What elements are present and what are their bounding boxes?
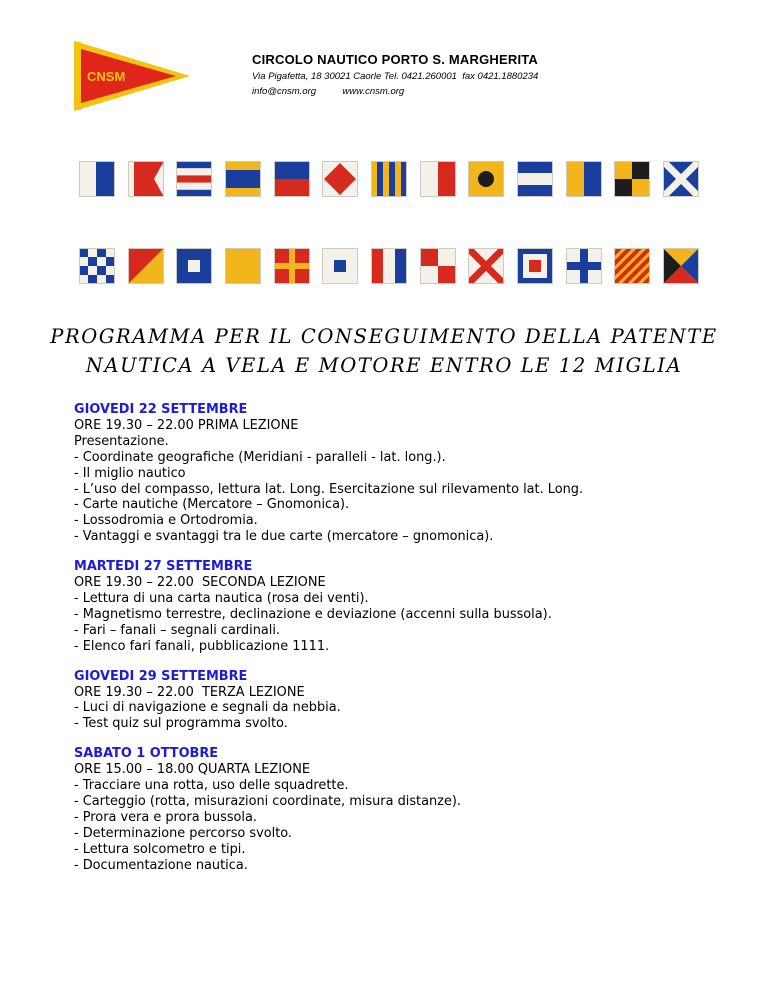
signal-flag-n-icon [79,248,115,284]
lesson-item: - Determinazione percorso svolto. [74,825,293,841]
lesson-item: - Lettura di una carta nautica (rosa dei venti). [74,590,369,606]
lesson-item: - Vantaggi e svantaggi tra le due carte (mercatore – gnomonica). [74,529,494,545]
lesson-item: Presentazione. [74,433,169,449]
lesson-item: - Tracciare una rotta, uso delle squadrette. [74,778,349,794]
signal-flag-p-icon [176,248,212,284]
signal-flag-e-icon [274,161,310,197]
signal-flag-i-icon [468,161,504,197]
signal-flag-r-icon [274,248,310,284]
club-logo [73,40,191,112]
lesson-day: MARTEDI 27 SETTEMBRE [74,559,253,575]
lesson-item: - Luci di navigazione e segnali da nebbia. [74,700,341,716]
logo-text: CNSM [87,69,126,84]
signal-flag-m-icon [663,161,699,197]
lesson-day: GIOVEDI 22 SETTEMBRE [74,402,248,417]
signal-flag-o-icon [128,248,164,284]
title-line-2: NAUTICA A VELA E MOTORE ENTRO LE 12 MIGLIA [85,354,683,377]
signal-flag-s-icon [322,248,358,284]
lesson-block [74,669,714,733]
lesson-item: - Elenco fari fanali, pubblicazione 1111. [74,638,330,654]
lesson-item: - Lossodromia e Ortodromia. [74,513,258,529]
lesson-program [74,402,714,887]
lesson-time: ORE 19.30 – 22.00 TERZA LEZIONE [74,684,305,700]
signal-flag-t-icon [371,248,407,284]
signal-flag-u-icon [420,248,456,284]
signal-flag-d-icon [225,161,261,197]
lesson-block [74,746,714,873]
lesson-time: ORE 15.00 – 18.00 QUARTA LEZIONE [74,762,310,778]
lesson-item: - Lettura solcometro e tipi. [74,841,246,857]
signal-flag-z-icon [663,248,699,284]
lesson-day: SABATO 1 OTTOBRE [74,746,219,762]
signal-flag-k-icon [566,161,602,197]
lesson-item: - Fari – fanali – segnali cardinali. [74,622,281,638]
lesson-item: - Carteggio (rotta, misurazioni coordinate, misura distanze). [74,793,462,809]
lesson-item: - Prora vera e prora bussola. [74,809,258,825]
lesson-day: GIOVEDI 29 SETTEMBRE [74,668,248,684]
lesson-block [74,402,714,545]
lesson-item: - Magnetismo terrestre, declinazione e deviazione (accenni sulla bussola). [74,606,552,622]
lesson-block [74,559,714,654]
lesson-item: - Coordinate geografiche (Meridiani - paralleli - lat. long.). [74,449,446,465]
club-address: Via Pigafetta, 18 30021 Caorle Tel. 0421.260001 fax 0421.1880234 [252,71,539,82]
signal-flag-y-icon [614,248,650,284]
lesson-time: ORE 19.30 – 22.00 PRIMA LEZIONE [74,417,299,433]
signal-flag-w-icon [517,248,553,284]
club-contacts: info@cnsm.org www.cnsm.org [252,86,405,97]
signal-flag-c-icon [176,161,212,197]
signal-flag-h-icon [420,161,456,197]
signal-flag-f-icon [322,161,358,197]
signal-flag-x-icon [566,248,602,284]
signal-flags-row-1 [79,161,699,197]
signal-flag-a-icon [79,161,115,197]
signal-flag-j-icon [517,161,553,197]
lesson-item: - Carte nautiche (Mercatore – Gnomonica). [74,497,350,513]
club-header [252,52,538,97]
lesson-item: - Documentazione nautica. [74,857,248,873]
signal-flag-g-icon [371,161,407,197]
lesson-time: ORE 19.30 – 22.00 SECONDA LEZIONE [74,575,326,591]
signal-flag-l-icon [614,161,650,197]
lesson-item: - L’uso del compasso, lettura lat. Long. Esercitazione sul rilevamento lat. Long. [74,481,584,497]
page-title [0,322,768,380]
signal-flag-b-icon [128,161,164,197]
club-name: CIRCOLO NAUTICO PORTO S. MARGHERITA [252,52,539,67]
pennant-logo-icon [73,40,191,112]
title-line-1: PROGRAMMA PER IL CONSEGUIMENTO DELLA PATENTE [50,325,718,348]
lesson-item: - Test quiz sul programma svolto. [74,716,288,732]
signal-flags-row-2 [79,248,699,284]
signal-flag-v-icon [468,248,504,284]
signal-flag-q-icon [225,248,261,284]
lesson-item: - Il miglio nautico [74,465,186,481]
